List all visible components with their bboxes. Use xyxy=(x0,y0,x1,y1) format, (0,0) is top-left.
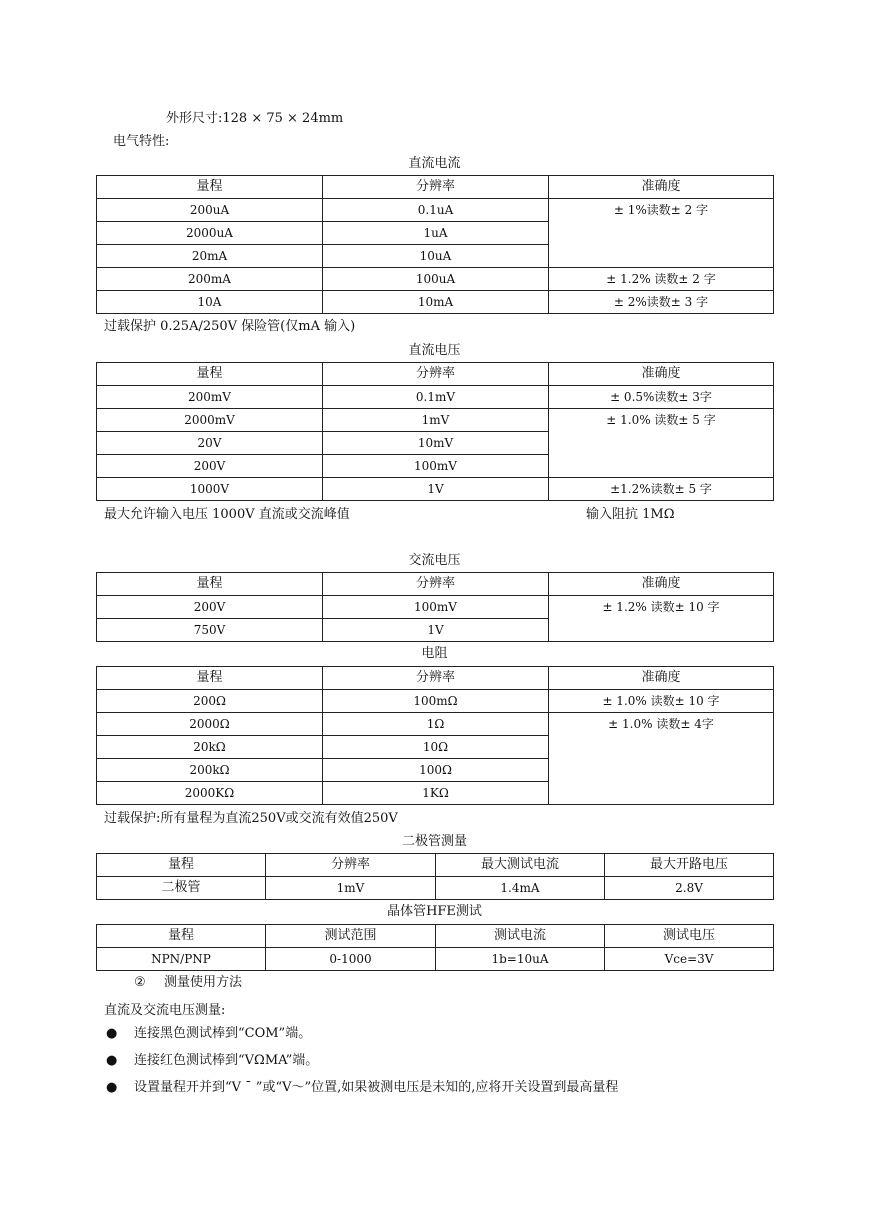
bullet-text: 连接红色测试棒到“VΩMA”端。 xyxy=(134,1053,319,1068)
resistance-note: 过载保护:所有量程为直流250V或交流有效值250V xyxy=(104,811,398,826)
dc-current-caption: 直流电流 xyxy=(408,156,461,171)
resolution-cell: 0.1mV xyxy=(323,386,549,409)
header-cell: 分辨率 xyxy=(266,854,436,877)
resolution-cell: 1V xyxy=(323,619,549,642)
range-cell: 2000uA xyxy=(97,222,323,245)
header-cell: 量程 xyxy=(97,363,323,386)
resolution-cell: 10mA xyxy=(323,291,549,314)
resolution-cell: 100uA xyxy=(323,268,549,291)
header-cell: 量程 xyxy=(97,176,323,199)
header-cell: 最大开路电压 xyxy=(605,854,774,877)
resolution-cell: 1V xyxy=(323,478,549,501)
bullet-text: 连接黑色测试棒到“COM”端。 xyxy=(134,1026,312,1041)
header-cell: 测试电压 xyxy=(605,925,774,948)
hfe-caption: 晶体管HFE测试 xyxy=(387,904,482,919)
range-cell: 2000KΩ xyxy=(97,782,323,805)
diode-caption: 二极管测量 xyxy=(401,834,467,849)
resolution-cell: 10mV xyxy=(323,432,549,455)
resolution-cell: 1uA xyxy=(323,222,549,245)
resolution-cell: 1KΩ xyxy=(323,782,549,805)
range-cell: 200V xyxy=(97,455,323,478)
table-row xyxy=(97,948,774,971)
accuracy-cell: ± 1.0% 读数± 4字 xyxy=(549,713,774,805)
range-cell: 2000mV xyxy=(97,409,323,432)
range-cell: 2000Ω xyxy=(97,713,323,736)
accuracy-cell: ± 1%读数± 2 字 xyxy=(549,199,774,268)
bullet-symbol: ● xyxy=(106,1080,118,1095)
header-cell: 分辨率 xyxy=(323,573,549,596)
table-row xyxy=(97,877,774,900)
table-header-row xyxy=(97,667,774,690)
accuracy-cell: ± 1.0% 读数± 5 字 xyxy=(549,409,774,478)
range-cell: 200mA xyxy=(97,268,323,291)
measure-title: 直流及交流电压测量: xyxy=(104,1003,226,1018)
header-cell: 准确度 xyxy=(549,363,774,386)
header-cell: 最大测试电流 xyxy=(436,854,605,877)
table-cell: 1mV xyxy=(266,877,436,900)
header-cell: 分辨率 xyxy=(323,667,549,690)
electrical-characteristics-label: 电气特性: xyxy=(113,134,170,149)
accuracy-cell: ± 2%读数± 3 字 xyxy=(549,291,774,314)
table-header-row xyxy=(97,363,774,386)
table-header-row xyxy=(97,854,774,877)
table-row xyxy=(97,713,774,736)
header-cell: 量程 xyxy=(97,667,323,690)
table-row xyxy=(97,596,774,619)
range-cell: 200V xyxy=(97,596,323,619)
resolution-cell: 10Ω xyxy=(323,736,549,759)
table-row xyxy=(97,268,774,291)
resolution-cell: 10uA xyxy=(323,245,549,268)
bullet-symbol: ● xyxy=(106,1026,118,1041)
range-cell: 200mV xyxy=(97,386,323,409)
range-cell: 200kΩ xyxy=(97,759,323,782)
table-row xyxy=(97,199,774,222)
table-cell: NPN/PNP xyxy=(97,948,266,971)
resistance-table xyxy=(96,666,774,805)
range-cell: 200uA xyxy=(97,199,323,222)
dc-voltage-table xyxy=(96,362,774,501)
range-cell: 20mA xyxy=(97,245,323,268)
range-cell: 10A xyxy=(97,291,323,314)
resolution-cell: 100mΩ xyxy=(323,690,549,713)
table-row xyxy=(97,478,774,501)
dc-voltage-note: 最大允许输入电压 1000V 直流或交流峰值 xyxy=(104,507,350,522)
input-impedance-note: 输入阻抗 1MΩ xyxy=(586,507,675,522)
range-cell: 20kΩ xyxy=(97,736,323,759)
header-cell: 分辨率 xyxy=(323,176,549,199)
table-cell: Vce=3V xyxy=(605,948,774,971)
bullet-text: 设置量程开并到“V ¯ ”或“V～”位置,如果被测电压是未知的,应将开关设置到最高量程 xyxy=(134,1080,619,1095)
bullet-symbol: ● xyxy=(106,1053,118,1068)
dc-current-note: 过载保护 0.25A/250V 保险管(仅mA 输入) xyxy=(104,319,356,334)
resistance-caption: 电阻 xyxy=(421,646,448,661)
range-cell: 20V xyxy=(97,432,323,455)
accuracy-cell: ± 1.0% 读数± 10 字 xyxy=(549,690,774,713)
resolution-cell: 1Ω xyxy=(323,713,549,736)
ac-voltage-caption: 交流电压 xyxy=(408,553,461,568)
section-title: 测量使用方法 xyxy=(164,975,243,990)
header-cell: 量程 xyxy=(97,854,266,877)
header-cell: 量程 xyxy=(97,925,266,948)
resolution-cell: 100mV xyxy=(323,455,549,478)
resolution-cell: 0.1uA xyxy=(323,199,549,222)
accuracy-cell: ±1.2%读数± 5 字 xyxy=(549,478,774,501)
diode-table xyxy=(96,853,774,900)
ac-voltage-table xyxy=(96,572,774,642)
accuracy-cell: ± 1.2% 读数± 2 字 xyxy=(549,268,774,291)
table-row xyxy=(97,386,774,409)
table-row xyxy=(97,690,774,713)
header-cell: 量程 xyxy=(97,573,323,596)
header-cell: 准确度 xyxy=(549,667,774,690)
resolution-cell: 100mV xyxy=(323,596,549,619)
resolution-cell: 100Ω xyxy=(323,759,549,782)
range-cell: 750V xyxy=(97,619,323,642)
dimensions-line: 外形尺寸:128 × 75 × 24mm xyxy=(166,111,344,126)
accuracy-cell: ± 1.2% 读数± 10 字 xyxy=(549,596,774,642)
header-cell: 准确度 xyxy=(549,573,774,596)
table-row xyxy=(97,409,774,432)
range-cell: 200Ω xyxy=(97,690,323,713)
table-cell: 1b=10uA xyxy=(436,948,605,971)
section-number: ② xyxy=(134,975,146,990)
table-cell: 0-1000 xyxy=(266,948,436,971)
header-cell: 准确度 xyxy=(549,176,774,199)
table-cell: 1.4mA xyxy=(436,877,605,900)
table-cell: 2.8V xyxy=(605,877,774,900)
range-cell: 1000V xyxy=(97,478,323,501)
table-row xyxy=(97,291,774,314)
table-cell: 二极管 xyxy=(97,877,266,900)
accuracy-cell: ± 0.5%读数± 3字 xyxy=(549,386,774,409)
table-header-row xyxy=(97,925,774,948)
dc-current-table xyxy=(96,175,774,314)
header-cell: 分辨率 xyxy=(323,363,549,386)
dc-voltage-caption: 直流电压 xyxy=(408,343,461,358)
resolution-cell: 1mV xyxy=(323,409,549,432)
table-header-row xyxy=(97,573,774,596)
header-cell: 测试范围 xyxy=(266,925,436,948)
header-cell: 测试电流 xyxy=(436,925,605,948)
hfe-table xyxy=(96,924,774,971)
table-header-row xyxy=(97,176,774,199)
